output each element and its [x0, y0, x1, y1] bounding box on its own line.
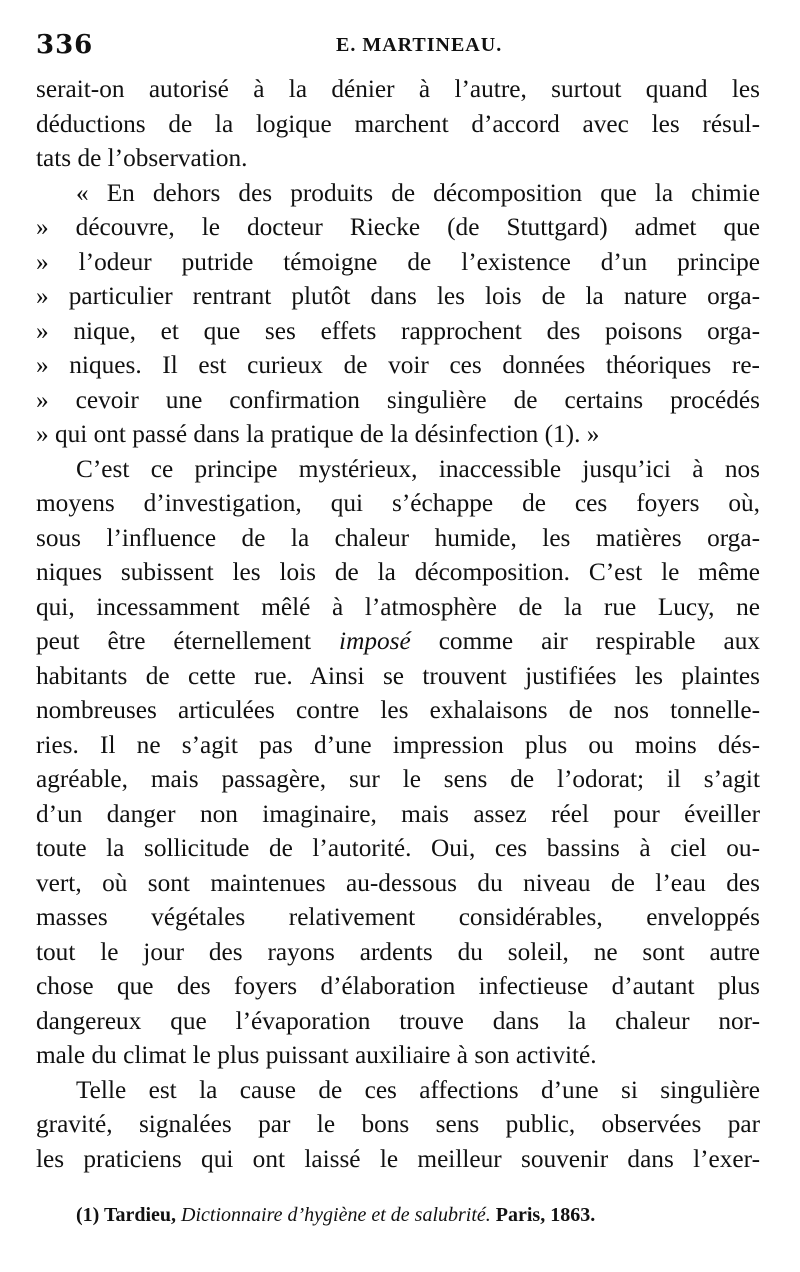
text-line: Telle est la cause de ces affections d’une si singulière — [76, 1075, 760, 1104]
footnote-title: Dictionnaire d’hygiène et de salubrité. — [181, 1204, 491, 1226]
text-line: gravité, signalées par le bons sens public, observées par — [36, 1110, 760, 1138]
text-line: habitants de cette rue. Ainsi se trouvent justifiées les plaintes — [36, 661, 760, 690]
text-line: tats de l’observation. — [36, 144, 248, 172]
text-line: tout le jour des rayons ardents du soleil, ne sont autre — [36, 937, 760, 966]
text-line: qui, incessamment mêlé à l’atmosphère de la rue Lucy, ne — [36, 592, 760, 621]
text-fragment: peut être éternellement — [36, 627, 312, 655]
quote-line: » particulier rentrant plutôt dans les lois de la nature orga- — [36, 282, 760, 310]
text-line: male du climat le plus puissant auxiliaire à son activité. — [36, 1041, 597, 1069]
footnote-marker: (1) — [76, 1204, 100, 1226]
running-head: E. MARTINEAU. — [336, 34, 503, 56]
text-line: sous l’influence de la chaleur humide, les matières orga- — [36, 523, 760, 552]
text-line: masses végétales relativement considérables, enveloppés — [36, 903, 760, 931]
quote-line: » cevoir une confirmation singulière de certains procédés — [36, 385, 760, 414]
text-line: déductions de la logique marchent d’accord avec les résul- — [36, 109, 760, 138]
text-line: vert, où sont maintenues au-dessous du niveau de l’eau des — [36, 868, 760, 897]
text-line: niques subissent les lois de la décomposition. C’est le même — [36, 558, 760, 586]
text-line: dangereux que l’évaporation trouve dans la chaleur nor- — [36, 1006, 760, 1035]
italic-word: imposé — [339, 627, 411, 655]
footnote-author: Tardieu, — [103, 1204, 177, 1226]
quote-line: « En dehors des produits de décomposition que la chimie — [76, 178, 760, 207]
quote-line: » découvre, le docteur Riecke (de Stuttgard) admet que — [36, 213, 760, 241]
text-line: moyens d’investigation, qui s’échappe de ces foyers où, — [36, 489, 760, 517]
text-line: nombreuses articulées contre les exhalaisons de nos tonnelle- — [36, 696, 760, 724]
page-header — [36, 30, 736, 70]
quote-line: » qui ont passé dans la pratique de la désinfection (1). » — [36, 420, 600, 448]
text-line: ries. Il ne s’agit pas d’une impression plus ou moins dés- — [36, 730, 760, 759]
text-line: d’un danger non imaginaire, mais assez réel pour éveiller — [36, 799, 760, 828]
quote-line: » nique, et que ses effets rapprochent des poisons orga- — [36, 316, 760, 345]
footnote-place-year: Paris, 1863. — [495, 1204, 596, 1226]
text-line: chose que des foyers d’élaboration infectieuse d’autant plus — [36, 972, 760, 1000]
text-line: toute la sollicitude de l’autorité. Oui, ces bassins à ciel ou- — [36, 834, 760, 862]
page-number: 336 — [36, 30, 94, 60]
text-line: C’est ce principe mystérieux, inaccessible jusqu’ici à nos — [76, 454, 760, 483]
footnote — [76, 1204, 595, 1227]
text-line: agréable, mais passagère, sur le sens de l’odorat; il s’agit — [36, 765, 760, 793]
quote-line: » l’odeur putride témoigne de l’existence d’un principe — [36, 247, 760, 276]
text-line: les praticiens qui ont laissé le meilleur souvenir dans l’exer- — [36, 1144, 760, 1173]
body-text — [36, 72, 760, 1176]
text-fragment: comme air respirable aux — [438, 627, 761, 655]
text-line: serait-on autorisé à la dénier à l’autre, surtout quand les — [36, 75, 760, 103]
quote-line: » niques. Il est curieux de voir ces données théoriques re- — [36, 351, 760, 379]
text-line — [36, 624, 760, 659]
